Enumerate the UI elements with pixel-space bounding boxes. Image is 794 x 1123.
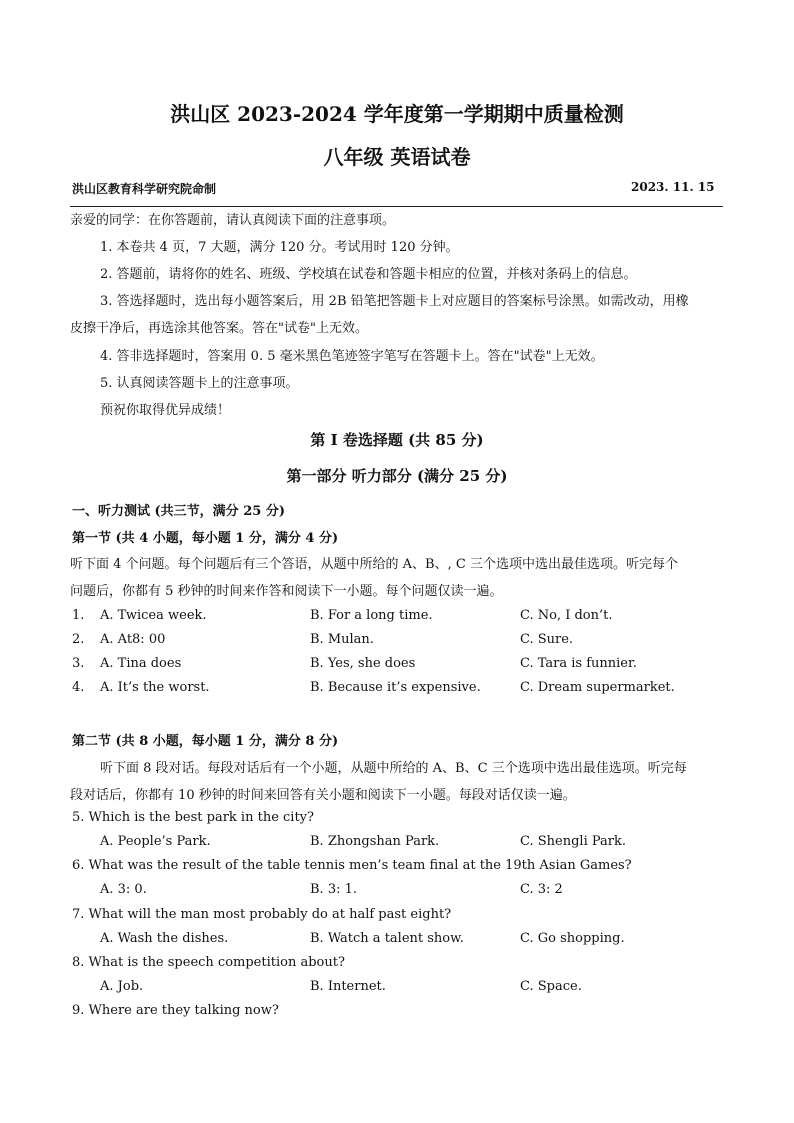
- option-c: C. 3: 2: [520, 882, 563, 897]
- section-heading: 一、听力测试 (共三节，满分 25 分): [72, 504, 285, 519]
- option-a: A. It’s the worst.: [100, 680, 210, 695]
- option-b: B. Internet.: [310, 979, 386, 994]
- option-c: C. Tara is funnier.: [520, 656, 637, 671]
- option-b: B. 3: 1.: [310, 882, 358, 897]
- option-a: A. Twicea week.: [100, 608, 207, 623]
- notice-item: 1. 本卷共 4 页，7 大题，满分 120 分。考试用时 120 分钟。: [100, 240, 459, 255]
- notice-item: 皮擦干净后，再选涂其他答案。答在"试卷"上无效。: [70, 321, 368, 336]
- notice-item: 4. 答非选择题时，答案用 0. 5 毫米黑色笔迹签字笔写在答题卡上。答在"试卷"上无效。: [100, 349, 604, 364]
- option-b: B. Mulan.: [310, 632, 374, 647]
- question-text: 5. Which is the best park in the city?: [72, 810, 314, 825]
- page-subtitle: 八年级 英语试卷: [323, 145, 471, 169]
- notice-wish: 预祝你取得优异成绩！: [100, 403, 231, 418]
- notice-greeting: 亲爱的同学：在你答题前，请认真阅读下面的注意事项。: [70, 213, 396, 228]
- section1-instructions: 问题后，你都有 5 秒钟的时间来作答和阅读下一小题。每个问题仅读一遍。: [70, 584, 503, 599]
- header-rule: [70, 206, 723, 207]
- exam-date: 2023. 11. 15: [631, 180, 715, 194]
- option-b: B. For a long time.: [310, 608, 433, 623]
- page-title: 洪山区 2023-2024 学年度第一学期期中质量检测: [170, 102, 624, 126]
- section1-heading: 第一节 (共 4 小题，每小题 1 分，满分 4 分): [72, 531, 339, 546]
- question-text: 7. What will the man most probably do at half past eight?: [72, 907, 452, 922]
- question-number: 2.: [72, 632, 85, 647]
- option-c: C. Space.: [520, 979, 582, 994]
- option-a: A. People’s Park.: [100, 834, 211, 849]
- option-c: C. No, I don’t.: [520, 608, 613, 623]
- option-b: B. Because it’s expensive.: [310, 680, 481, 695]
- option-b: B. Yes, she does: [310, 656, 416, 671]
- question-number: 1.: [72, 608, 85, 623]
- option-c: C. Shengli Park.: [520, 834, 626, 849]
- publisher: 洪山区教育科学研究院命制: [72, 182, 217, 196]
- question-text: 9. Where are they talking now?: [72, 1003, 279, 1018]
- volume-title: 第 I 卷选择题 (共 85 分): [310, 431, 484, 449]
- question-number: 3.: [72, 656, 85, 671]
- option-c: C. Go shopping.: [520, 931, 625, 946]
- option-a: A. Job.: [100, 979, 144, 994]
- question-text: 8. What is the speech competition about?: [72, 955, 345, 970]
- notice-item: 2. 答题前，请将你的姓名、班级、学校填在试卷和答题卡相应的位置，并核对条码上的信息。: [100, 267, 637, 282]
- option-b: B. Watch a talent show.: [310, 931, 464, 946]
- option-a: A. 3: 0.: [100, 882, 147, 897]
- part-title: 第一部分 听力部分 (满分 25 分): [286, 467, 508, 485]
- section2-instructions: 听下面 8 段对话。每段对话后有一个小题，从题中所给的 A、B、C 三个选项中选出最佳选项。听完每: [100, 761, 687, 776]
- notice-item: 5. 认真阅读答题卡上的注意事项。: [100, 376, 299, 391]
- option-b: B. Zhongshan Park.: [310, 834, 440, 849]
- option-a: A. Tina does: [100, 656, 182, 671]
- question-text: 6. What was the result of the table tennis men’s team final at the 19th Asian Games?: [72, 858, 632, 873]
- section2-instructions: 段对话后，你都有 10 秒钟的时间来回答有关小题和阅读下一小题。每段对话仅读一遍。: [70, 788, 576, 803]
- section1-instructions: 听下面 4 个问题。每个问题后有三个答语，从题中所给的 A、B、, C 三个选项中选出最佳选项。听完每个: [70, 557, 678, 572]
- option-a: A. At8: 00: [100, 632, 166, 647]
- option-c: C. Dream supermarket.: [520, 680, 675, 695]
- notice-item: 3. 答选择题时，选出每小题答案后，用 2B 铅笔把答题卡上对应题目的答案标号涂黑。如需改动，用橡: [100, 294, 689, 309]
- option-a: A. Wash the dishes.: [100, 931, 229, 946]
- section2-heading: 第二节 (共 8 小题，每小题 1 分，满分 8 分): [72, 734, 339, 749]
- option-c: C. Sure.: [520, 632, 574, 647]
- question-number: 4.: [72, 680, 85, 695]
